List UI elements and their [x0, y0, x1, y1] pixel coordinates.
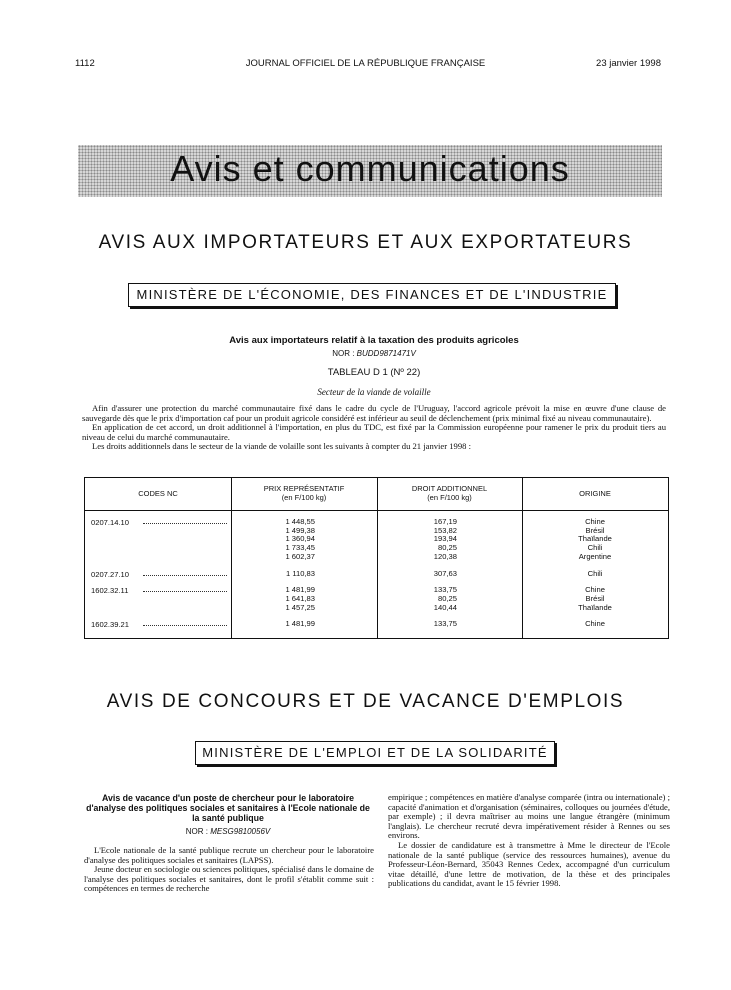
header-droit-unit: (en F/100 kg) [427, 493, 472, 502]
cell-origine: Brésil [585, 593, 605, 603]
cell-prix: 1 602,37 [285, 551, 315, 561]
dot-leader [143, 523, 227, 524]
cell-origine: Chili [587, 568, 603, 578]
cell-prix: 1 448,55 [285, 517, 315, 526]
section2-title: AVIS DE CONCOURS ET DE VACANCE D'EMPLOIS [106, 691, 625, 712]
cell-prix: 1 110,83 [286, 568, 315, 578]
cell-prix: 1 499,38 [285, 525, 315, 535]
cell-origine: Chine [585, 517, 605, 526]
cell-code: 0207.27.10 [91, 569, 130, 579]
cell-droit: 153,82 [433, 525, 457, 535]
nor-value: BUDD9871471V [356, 349, 416, 358]
sector-subtitle: Secteur de la viande de volaille [317, 387, 431, 397]
banner-title: Avis et communications [170, 148, 570, 189]
header-prix-unit: (en F/100 kg) [281, 493, 327, 502]
section1-ministry: MINISTÈRE DE L'ÉCONOMIE, DES FINANCES ET DE L'INDUSTRIE [136, 287, 608, 302]
cell-origine: Thaïlande [578, 534, 612, 544]
cell-code: 0207.14.10 [91, 518, 130, 527]
notice1-title: Avis aux importateurs relatif à la taxation des produits agricoles [229, 335, 519, 346]
cell-code: 1602.39.21 [91, 620, 130, 630]
cell-origine: Thaïlande [578, 602, 612, 612]
cell-prix: 1 457,25 [285, 602, 315, 612]
header-droit-label: DROIT ADDITIONNEL [411, 484, 488, 493]
paragraph: Le dossier de candidature est à transmettre à Mme le directeur de l'Ecole nationale de la santé publique (service des ressources humaines), avenue du Professeur-Léon-Bernard, 35043 Rennes Cedex, accompagné d'un curriculum vitae détaillé, d'une lettre de motivation, de la thèse et des principales publications du candidat, avant le 15 février 1998. [388, 839, 670, 889]
cell-droit: 307,63 [433, 568, 457, 578]
page-number: 1112 [75, 58, 95, 69]
cell-droit: 167,19 [433, 517, 457, 526]
paragraph: Les droits additionnels dans le secteur de la viande de volaille sont les suivants à compter du 21 janvier 1998 : [92, 441, 471, 452]
header-date: 23 janvier 1998 [596, 58, 661, 69]
paragraph: En application de cet accord, un droit additionnel à l'importation, en plus du TDC, est fixé par la Commission européenne pour ramener le prix du produit tiers au niveau de celui du marché communautaire. [82, 422, 666, 442]
cell-prix: 1 481,99 [285, 585, 315, 595]
paragraph: L'Ecole nationale de la santé publique recrute un chercheur pour le laboratoire d'analyse des politiques sociales et sanitaires (LAPSS). [84, 845, 374, 865]
cell-prix: 1 481,99 [285, 619, 315, 629]
dot-leader [143, 591, 227, 592]
nor-label: NOR : [185, 827, 208, 836]
cell-origine: Chine [585, 585, 605, 595]
paragraph: Afin d'assurer une protection du marché communautaire fixé dans le cadre du cycle de l'Uruguay, l'accord agricole prévoit la mise en œuvre d'une clause de sauvegarde dès que le prix d'importation caf pour un produit agricole considéré est inférieur au seuil de déclenchement (prix minimal fixé au niveau communautaire). [82, 403, 666, 423]
paragraph: Jeune docteur en sociologie ou sciences politiques, spécialisé dans le domaine de l'analyse des politiques sociales et sanitaires, dont le profil s'établit comme suit : compétences en termes de recherche [84, 864, 374, 894]
cell-droit: 133,75 [433, 585, 457, 595]
notice2-left-column [84, 846, 374, 894]
cell-origine: Argentine [578, 551, 612, 561]
intro-paragraphs [82, 404, 666, 452]
header-prix-label: PRIX REPRÉSENTATIF [263, 484, 345, 493]
journal-title: JOURNAL OFFICIEL DE LA RÉPUBLIQUE FRANÇAISE [245, 58, 486, 69]
cell-droit: 80,25 [437, 543, 457, 553]
dot-leader [143, 625, 227, 626]
duties-table [84, 477, 669, 639]
notice1-nor [0, 349, 731, 358]
cell-prix: 1 641,83 [285, 593, 315, 603]
paragraph: empirique ; compétences en matière d'analyse comparée (intra ou internationale) ; capacité d'animation et d'organisation (séminaires, colloques ou journées d'étude, par exemple) ; il devra maîtriser au moins une langue étrangère (minimum l'anglais). Le chercheur recruté devra impérativement résider à Rennes ou ses environs. [388, 792, 670, 841]
cell-droit: 120,38 [433, 551, 457, 561]
notice2-right-column [388, 793, 670, 889]
cell-droit: 133,75 [433, 619, 457, 629]
cell-droit: 140,44 [433, 602, 457, 612]
section2-ministry: MINISTÈRE DE L'EMPLOI ET DE LA SOLIDARITÉ [202, 745, 548, 760]
header-origine: ORIGINE [579, 489, 611, 498]
header-droit [377, 484, 522, 502]
cell-droit: 80,25 [437, 593, 457, 603]
cell-origine: Chine [585, 619, 605, 629]
cell-origine: Brésil [585, 525, 605, 535]
nor-value: MESG9810056V [210, 827, 271, 836]
header-codes: CODES NC [138, 489, 178, 498]
cell-code: 1602.32.11 [91, 586, 129, 596]
cell-prix: 1 360,94 [285, 534, 315, 544]
dot-leader [143, 575, 227, 576]
section1-ministry-box [128, 283, 616, 307]
notice2-nor [84, 827, 372, 836]
table-title: TABLEAU D 1 (Nº 22) [327, 367, 421, 378]
nor-label: NOR : [332, 349, 355, 358]
header-prix [231, 484, 377, 502]
section1-title: AVIS AUX IMPORTATEURS ET AUX EXPORTATEURS [98, 232, 633, 253]
section-banner [78, 145, 662, 197]
cell-origine: Chili [587, 543, 603, 553]
cell-droit: 193,94 [433, 534, 457, 544]
cell-prix: 1 733,45 [285, 543, 315, 553]
section2-ministry-box [195, 741, 555, 765]
notice2-title: Avis de vacance d'un poste de chercheur pour le laboratoire d'analyse des politiques sociales et sanitaires à l'Ecole nationale de la santé publique [86, 793, 370, 823]
